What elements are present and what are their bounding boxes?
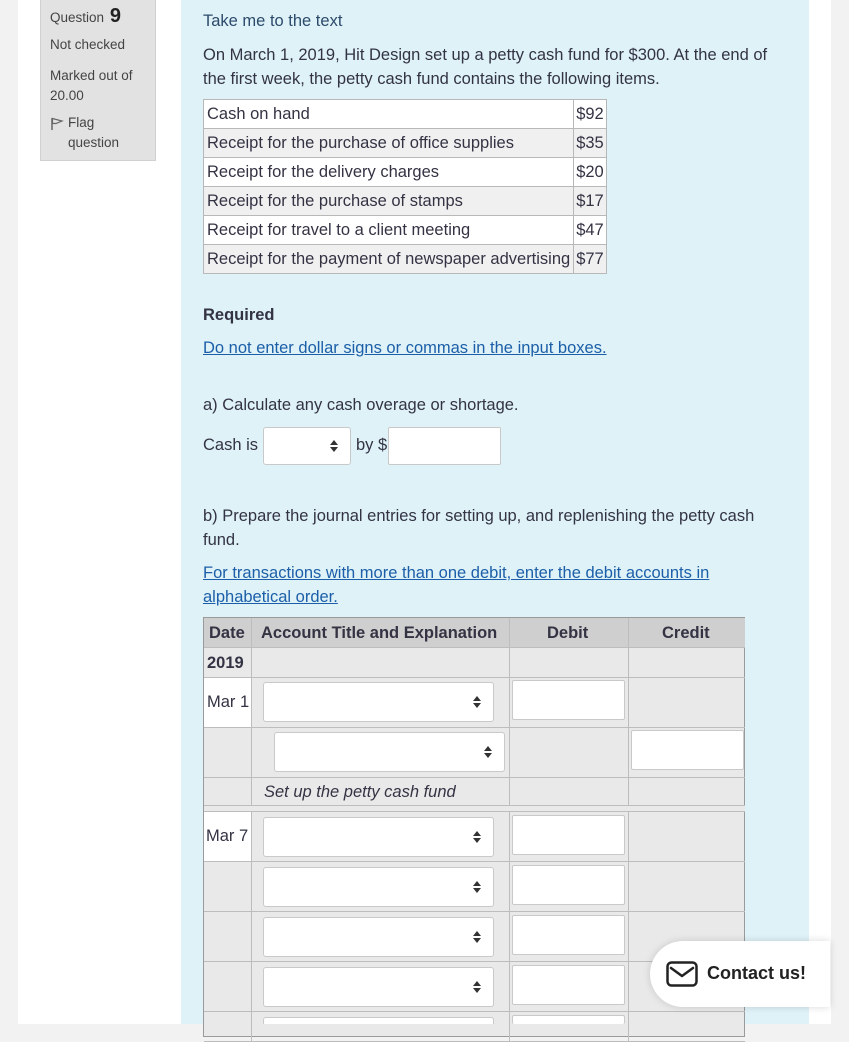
year-row-account [252,648,510,678]
petty-cash-items-table [203,99,607,274]
header-credit: Credit [662,624,710,642]
explanation-debit-cell [510,778,629,806]
select-arrows-icon [473,831,481,843]
required-heading: Required [203,306,275,324]
item-row [204,245,607,274]
question-number: 9 [109,5,121,27]
row-date-cell [204,728,252,778]
header-date: Date [209,624,245,642]
question-marks: Marked out of 20.00 [50,68,133,103]
question-state: Not checked [50,37,126,52]
item-row [204,187,607,216]
item-label: Receipt for the delivery charges [204,158,574,187]
flag-label: Flag question [68,115,120,150]
item-row [204,129,607,158]
header-debit: Debit [547,624,589,642]
item-amount: $92 [574,100,607,129]
debit-input-mar7-2[interactable] [512,865,625,905]
debit-input-mar1[interactable] [512,680,625,720]
cash-difference-input[interactable] [388,427,501,465]
item-label: Receipt for the purchase of office supplies [204,129,574,158]
explanation-credit-cell [629,778,745,806]
row-date-cell [204,912,252,962]
question-info-panel [40,0,156,161]
row-credit-cell [629,862,745,912]
flag-icon [50,117,64,131]
item-amount: $77 [574,245,607,274]
flag-question-button[interactable] [50,115,138,153]
row-date-cell [204,962,252,1012]
item-label: Receipt for travel to a client meeting [204,216,574,245]
select-arrows-icon [484,746,492,758]
date-mar-1: Mar 1 [207,693,250,711]
debit-input-mar7-1[interactable] [512,815,625,855]
cash-status-select[interactable] [263,427,351,465]
take-me-to-text-link[interactable]: Take me to the text [203,12,343,30]
credit-input-mar1[interactable] [631,730,744,770]
debit-input-mar7-4[interactable] [512,965,625,1005]
select-arrows-icon [473,881,481,893]
explanation-date-cell [204,778,252,806]
item-label: Cash on hand [204,100,574,129]
part-a-text: a) Calculate any cash overage or shortage. [203,396,519,414]
explanation-text: Set up the petty cash fund [264,783,456,801]
select-arrows-icon [330,440,338,452]
row-date-cell [204,1012,252,1042]
part-b-note: For transactions with more than one debit, enter the debit accounts in alphabetical order. [203,564,710,606]
item-row [204,100,607,129]
year-label: 2019 [207,654,244,672]
required-note: Do not enter dollar signs or commas in the input boxes. [203,339,607,357]
mail-icon [666,961,698,987]
year-row-credit [629,648,745,678]
account-select-mar1-credit[interactable] [274,732,505,772]
by-label: by $ [356,436,388,454]
question-number-line [50,5,121,28]
select-arrows-icon [473,696,481,708]
intro-text: On March 1, 2019, Hit Design set up a petty cash fund for $300. At the end of the first week, the petty cash fund contains the following items. [203,46,768,88]
year-row-debit [510,648,629,678]
account-select-mar7-2[interactable] [263,867,494,907]
account-select-mar7-5[interactable] [263,1017,494,1024]
item-label: Receipt for the purchase of stamps [204,187,574,216]
question-label: Question [50,10,105,25]
date-mar-7: Mar 7 [206,827,249,845]
select-arrows-icon [473,981,481,993]
part-b-text: b) Prepare the journal entries for setting up, and replenishing the petty cash fund. [203,507,755,549]
row-credit-cell [629,1012,745,1042]
row-debit-cell [510,728,629,778]
item-amount: $35 [574,129,607,158]
item-row [204,216,607,245]
row-date-cell [204,862,252,912]
item-row [204,158,607,187]
account-select-mar7-4[interactable] [263,967,494,1007]
item-amount: $47 [574,216,607,245]
contact-us-button[interactable] [650,941,830,1007]
debit-input-mar7-5[interactable] [512,1015,625,1024]
header-account: Account Title and Explanation [261,624,498,642]
item-amount: $20 [574,158,607,187]
account-select-mar7-3[interactable] [263,917,494,957]
account-select-mar1-debit[interactable] [263,682,494,722]
cash-is-label: Cash is [203,436,259,454]
item-amount: $17 [574,187,607,216]
row-credit-cell [629,678,745,728]
account-select-mar7-1[interactable] [263,817,494,857]
debit-input-mar7-3[interactable] [512,915,625,955]
contact-us-label: Contact us! [707,963,806,983]
row-credit-cell [629,812,745,862]
item-label: Receipt for the payment of newspaper advertising [204,245,574,274]
select-arrows-icon [473,931,481,943]
